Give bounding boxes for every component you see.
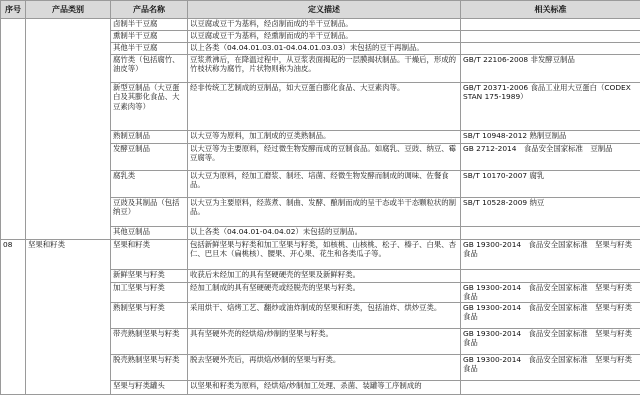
definition: 以坚果和籽类为原料，经烘焙/炒制加工处理、杀菌、装罐等工序制成的 bbox=[188, 380, 461, 394]
header-standard: 相关标准 bbox=[461, 1, 640, 19]
product-name: 发酵豆制品 bbox=[111, 144, 188, 171]
definition: 收获后未经加工的具有坚硬硬壳的坚果及新鲜籽类。 bbox=[188, 270, 461, 283]
standard: GB 19300-2014 食品安全国家标准 坚果与籽类食品 bbox=[461, 240, 640, 270]
definition: 采用烘干、焙烤工艺、翻炒或油炸制成的坚果和籽类，包括油炸、烘炒豆类。 bbox=[188, 302, 461, 328]
product-name: 坚果和籽类 bbox=[111, 240, 188, 270]
product-name: 卤制半干豆腐 bbox=[111, 19, 188, 31]
definition: 以大豆等为原料，加工制成的豆类熟制品。 bbox=[188, 131, 461, 144]
standard: GB/T 20371-2006 食品工业用大豆蛋白（CODEX STAN 175-1989） bbox=[461, 83, 640, 131]
definition: 以大豆为原料，经加工磨浆、制坯、培菌、经微生物发酵而制成的调味、佐餐食品。 bbox=[188, 171, 461, 198]
definition: 经非传统工艺制成的豆制品，如大豆蛋白膨化食品、大豆素肉等。 bbox=[188, 83, 461, 131]
header-category: 产品类别 bbox=[26, 1, 111, 19]
header-no: 序号 bbox=[1, 1, 26, 19]
product-name: 熟制豆制品 bbox=[111, 131, 188, 144]
definition: 以大豆等为主要原料，经过微生物发酵而成的豆制食品。如腐乳、豆豉、纳豆、霉豆腐等。 bbox=[188, 144, 461, 171]
standard: SB/T 10528-2009 纳豆 bbox=[461, 198, 640, 227]
product-name: 脱壳熟制坚果与籽类 bbox=[111, 354, 188, 380]
definition: 以豆腐或豆干为基料，经卤制而成的半干豆制品。 bbox=[188, 19, 461, 31]
row-category-cell: 坚果和籽类 bbox=[26, 240, 111, 395]
definition: 包括新鲜坚果与籽类和加工坚果与籽类，如核桃、山核桃、松子、榛子、白果、杏仁、巴旦木（扁桃核）、腰果、开心果、花生和各类瓜子等。 bbox=[188, 240, 461, 270]
standard bbox=[461, 31, 640, 43]
product-name: 其他半干豆腐 bbox=[111, 43, 188, 55]
product-name: 熟制坚果与籽类 bbox=[111, 302, 188, 328]
definition: 豆浆煮沸后，在降温过程中，从豆浆表面揭起的一层膜揭状制品。干燥后，形成的竹枝状称为腐竹，片状物则称为油皮。 bbox=[188, 55, 461, 83]
product-name: 坚果与籽类罐头 bbox=[111, 380, 188, 394]
standard bbox=[461, 19, 640, 31]
standard: GB 19300-2014 食品安全国家标准 坚果与籽类食品 bbox=[461, 328, 640, 354]
product-name: 新鲜坚果与籽类 bbox=[111, 270, 188, 283]
product-name: 熏制半干豆腐 bbox=[111, 31, 188, 43]
product-name: 豆豉及其制品（包括纳豆） bbox=[111, 198, 188, 227]
standard bbox=[461, 227, 640, 240]
table-row bbox=[1, 19, 640, 31]
header-definition: 定义描述 bbox=[188, 1, 461, 19]
standard: GB 19300-2014 食品安全国家标准 坚果与籽类食品 bbox=[461, 283, 640, 303]
definition: 具有坚硬外壳的经烘焙/炒制的坚果与籽类。 bbox=[188, 328, 461, 354]
standard: GB 2712-2014 食品安全国家标准 豆制品 bbox=[461, 144, 640, 171]
row-category-cell bbox=[26, 19, 111, 240]
row-number-cell: 08 bbox=[1, 240, 26, 395]
standard: SB/T 10948-2012 熟制豆制品 bbox=[461, 131, 640, 144]
product-name: 带壳熟制坚果与籽类 bbox=[111, 328, 188, 354]
definition: 经加工制成的具有坚硬硬壳或经脱壳的坚果与籽类。 bbox=[188, 283, 461, 303]
definition: 脱去坚硬外壳后，再烘焙/炒制的坚果与籽类。 bbox=[188, 354, 461, 380]
table-header-row bbox=[1, 1, 640, 19]
product-name: 腐乳类 bbox=[111, 171, 188, 198]
standard bbox=[461, 270, 640, 283]
definition: 以上各类（04.04.01-04.04.02）未包括的豆制品。 bbox=[188, 227, 461, 240]
standard bbox=[461, 380, 640, 394]
product-name: 新型豆制品（大豆蛋白及其膨化食品、大豆素肉等） bbox=[111, 83, 188, 131]
definition: 以豆腐或豆干为基料，经熏制而成的半干豆制品。 bbox=[188, 31, 461, 43]
standard: GB 19300-2014 食品安全国家标准 坚果与籽类食品 bbox=[461, 354, 640, 380]
header-name: 产品名称 bbox=[111, 1, 188, 19]
standard bbox=[461, 43, 640, 55]
definition: 以上各类（04.04.01.03.01-04.04.01.03.03）未包括的豆干再制品。 bbox=[188, 43, 461, 55]
table-row bbox=[1, 240, 640, 270]
definition: 以大豆为主要原料，经蒸煮、制曲、发酵、酿制而成的呈干态或半干态颗粒状的制品。 bbox=[188, 198, 461, 227]
product-name: 加工坚果与籽类 bbox=[111, 283, 188, 303]
standard: SB/T 10170-2007 腐乳 bbox=[461, 171, 640, 198]
row-number-cell bbox=[1, 19, 26, 240]
standard: GB 19300-2014 食品安全国家标准 坚果与籽类食品 bbox=[461, 302, 640, 328]
standard: GB/T 22106-2008 非发酵豆制品 bbox=[461, 55, 640, 83]
product-name: 腐竹类（包括腐竹、油皮等） bbox=[111, 55, 188, 83]
product-name: 其他豆制品 bbox=[111, 227, 188, 240]
